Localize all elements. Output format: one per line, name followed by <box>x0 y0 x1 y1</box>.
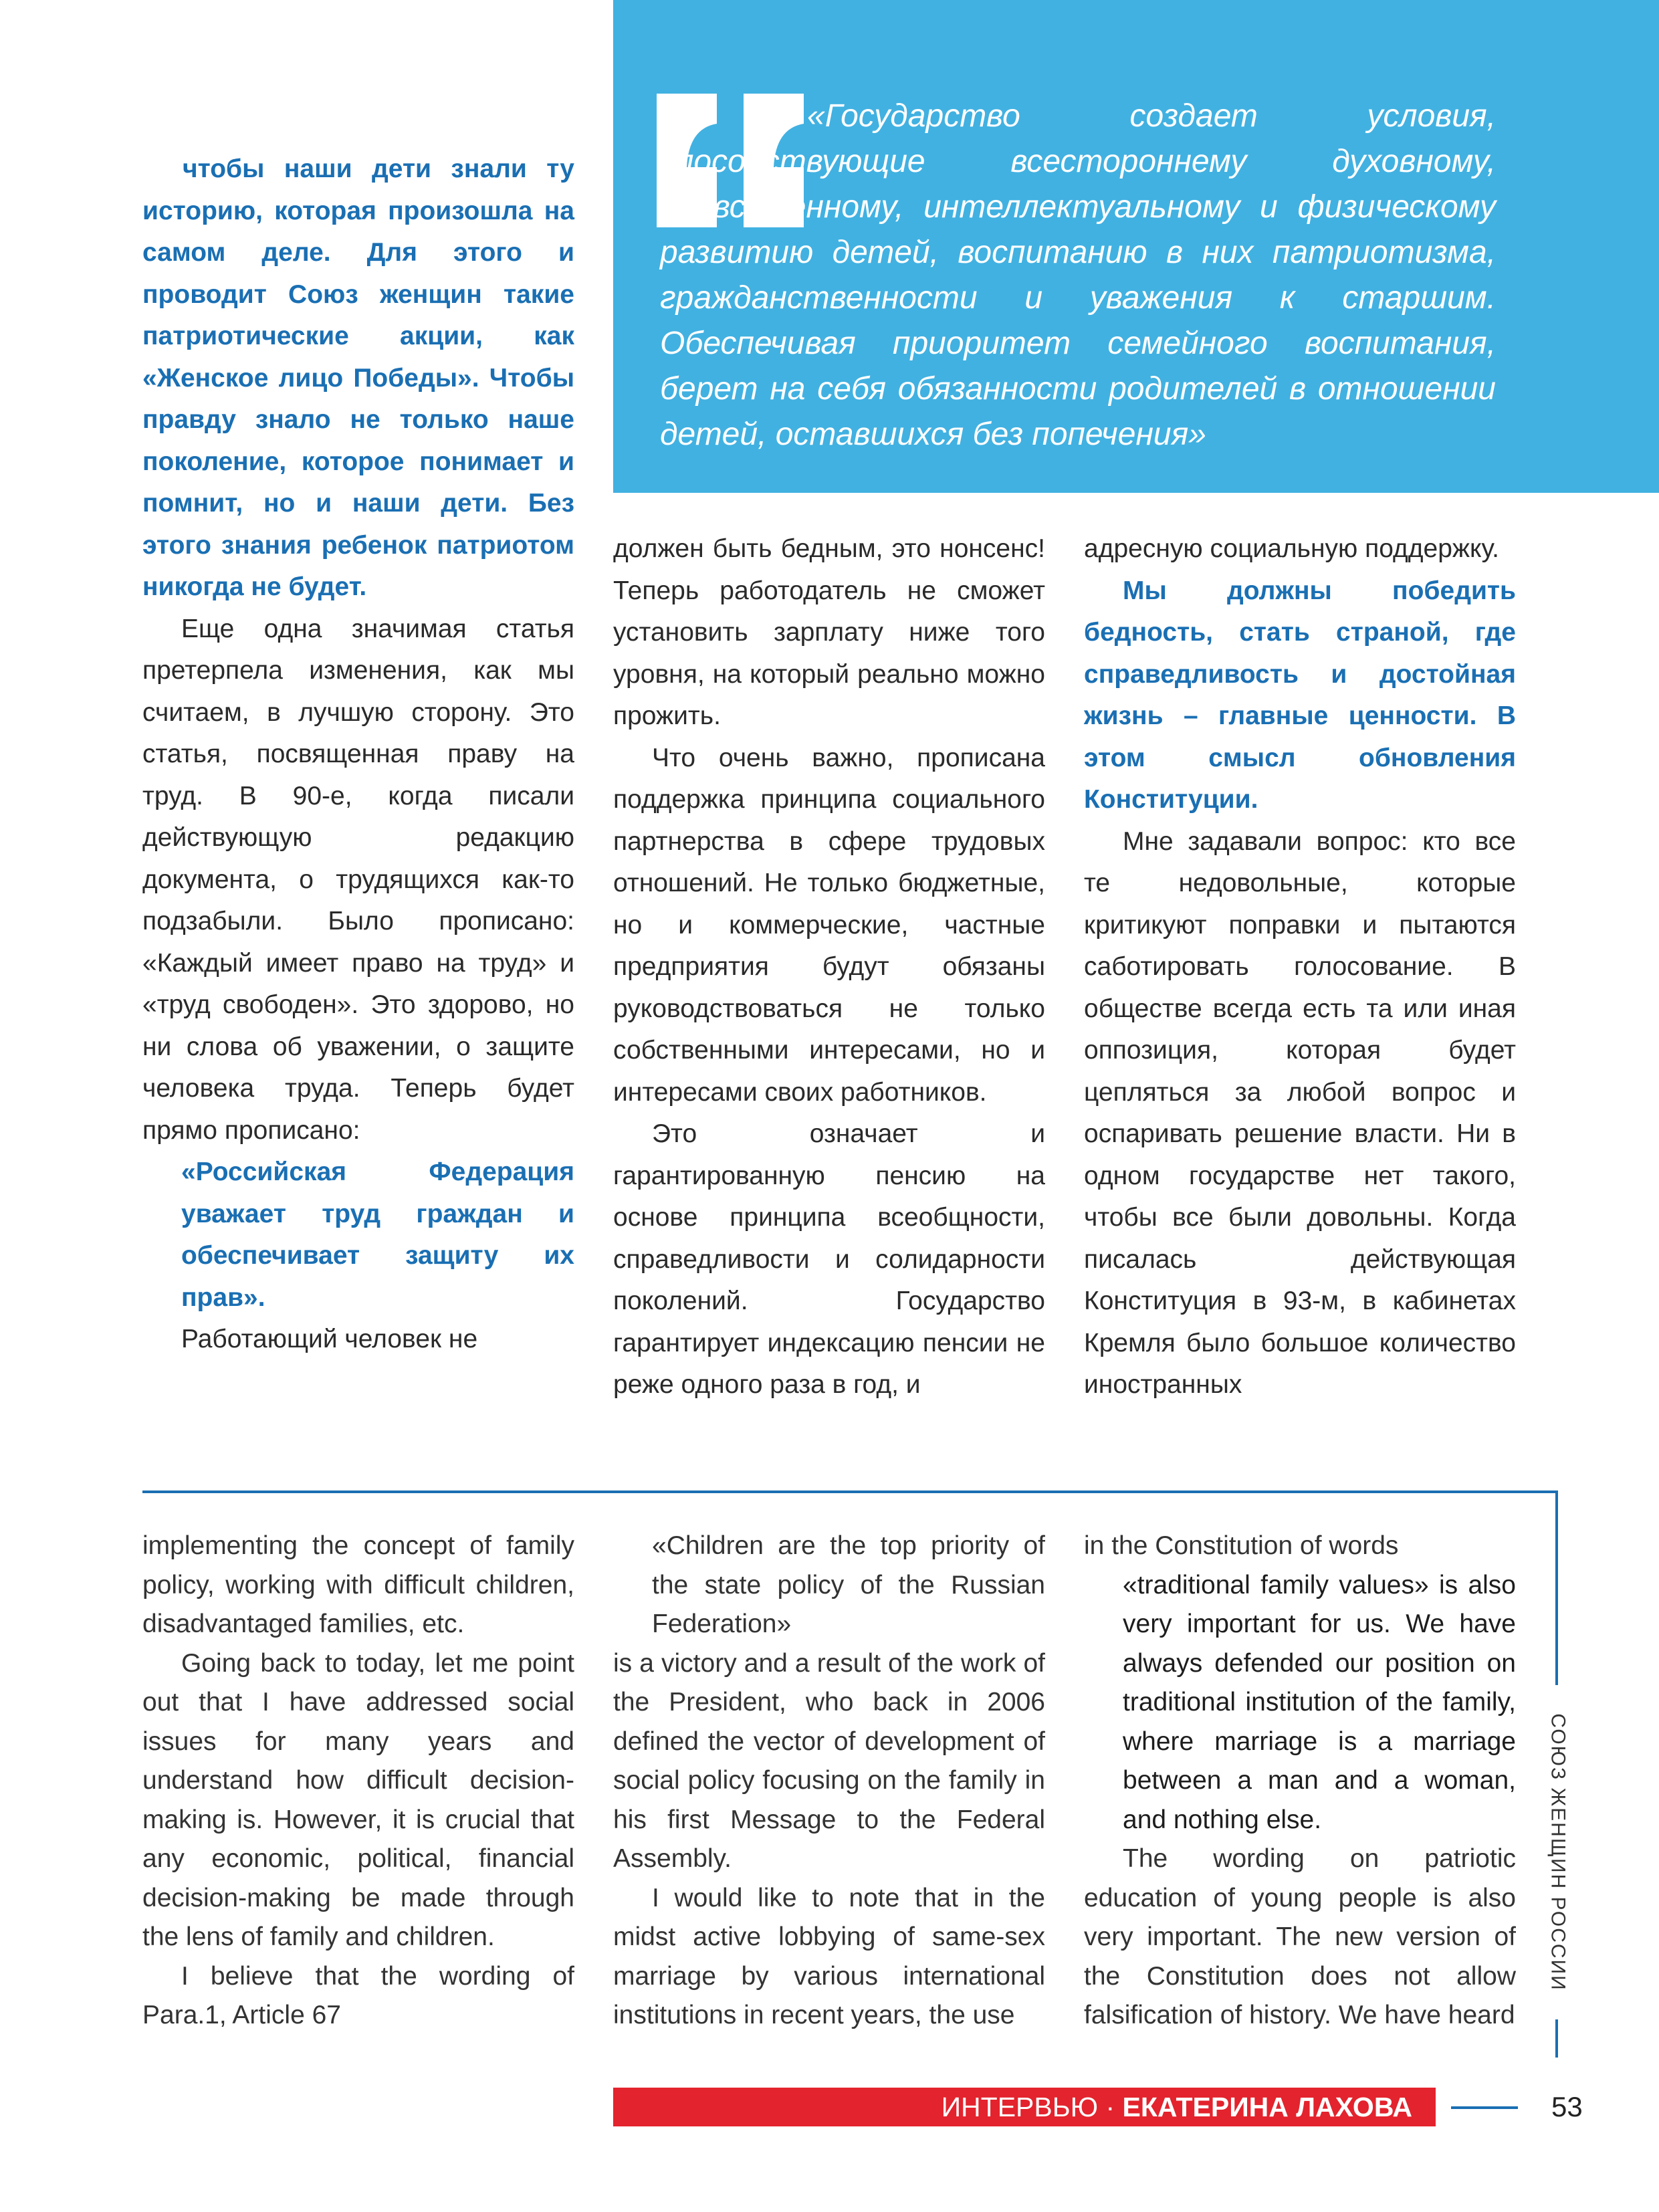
en-column-3 <box>1084 1527 1516 2035</box>
en-col1-paragraph: Going back to today, let me point out that I have addressed social issues for many years and understand how difficult decision-making is. However, it is crucial that any economic, political, financial decision-making be made through the lens of family and children. <box>142 1648 574 1951</box>
side-label-text: СОЮЗ ЖЕНЩИН РОССИИ <box>1547 1704 1569 2000</box>
ru-column-3 <box>1084 528 1516 1406</box>
footer-accent-line <box>1451 2106 1518 2109</box>
en-column-1 <box>142 1527 574 2035</box>
page-number: 53 <box>1551 2091 1583 2122</box>
pull-quote-box <box>613 0 1659 493</box>
ru-column-2 <box>613 528 1045 1406</box>
ru-col2-paragraph: должен быть бедным, это нонсенс! Теперь работодатель не сможет установить зарплату ниже того уровня, на который реально можно прожить. <box>613 534 1045 730</box>
magazine-side-label <box>1521 1685 1595 2019</box>
ru-col2-paragraph: Это означает и гарантированную пенсию на основе принципа всеобщности, справедливости и солидарности поколений. Государство гарантирует индексацию пенсии не реже одного раза в год, и <box>613 1119 1045 1399</box>
en-col2-paragraph: I would like to note that in the midst active lobbying of same-sex marriage by various international institutions in recent years, the use <box>613 1883 1045 2029</box>
en-col2-paragraph: is a victory and a result of the work of the President, who back in 2006 defined the vector of development of social policy focusing on the family in his first Message to the Federal Assembly. <box>613 1648 1045 1873</box>
footer-author-name: ЕКАТЕРИНА ЛАХОВА <box>1122 2092 1412 2122</box>
en-col3-paragraph: in the Constitution of words <box>1084 1531 1399 1560</box>
en-col2-quote: «Children are the top priority of the state policy of the Russian Federation» <box>652 1531 1045 1638</box>
ru-col2-paragraph: Что очень важно, прописана поддержка принципа социального партнерства в сфере трудовых отношений. Не только бюджетные, но и коммерческие, частные предприятия будут обязаны руководствоваться не только собственными интересами, но и интересами своих работников. <box>613 743 1045 1107</box>
ru-col1-paragraph-end: Работающий человек не <box>181 1325 478 1353</box>
ru-col3-paragraph: адресную социальную поддержку. <box>1084 534 1499 563</box>
footer-section-bar <box>613 2088 1436 2126</box>
ru-col1-constitution-quote: «Российская Федерация уважает труд граждан и обеспечивает защиту их прав». <box>181 1157 574 1312</box>
footer-section: ИНТЕРВЬЮ · <box>941 2092 1123 2122</box>
en-col1-paragraph: I believe that the wording of Para.1, Article 67 <box>142 1961 574 2029</box>
en-column-2 <box>613 1527 1045 2035</box>
en-col3-paragraph: The wording on patriotic education of young people is also very important. The new version of the Constitution does not allow falsification of history. We have heard <box>1084 1844 1516 2029</box>
ru-col1-paragraph: Еще одна значимая статья претерпела изменения, как мы считаем, в лучшую сторону. Это статья, посвященная праву на труд. В 90-е, когда писали действующую редакцию документа, о трудящихся как-то подзабыли. Было прописано: «Каждый имеет право на труд» и «труд свободен». Это здорово, но ни слова об уважении, о защите человека труда. Теперь будет прямо прописано: <box>142 614 574 1145</box>
ru-col3-paragraph: Мне задавали вопрос: кто все те недовольные, которые критикуют поправки и пытаются саботировать голосование. В обществе всегда есть та или иная оппозиция, которая будет цепляться за любой вопрос и оспаривать решение власти. Ни в одном государстве нет такого, чтобы все были довольны. Когда писалась действующая Конституция в 93-м, в кабинетах Кремля было большое количество иностранных <box>1084 826 1516 1399</box>
ru-col3-highlight: Мы должны победить бедность, стать страной, где справедливость и достойная жизнь – главные ценности. В этом смысл обновления Конституции. <box>1084 576 1516 814</box>
pull-quote-text: «Государство создает условия, способствующие всестороннему духовному, нравственному, интеллектуальному и физическому развитию детей, воспитанию в них патриотизма, гражданственности и уважения к старшим. Обеспечивая приоритет семейного воспитания, берет на себя обязанности родителей в отношении детей, оставшихся без попечения» <box>660 98 1496 452</box>
ru-column-1 <box>142 148 574 1361</box>
section-divider-horizontal <box>142 1490 1557 1493</box>
en-col1-paragraph: implementing the concept of family policy, working with difficult children, disadvantaged families, etc. <box>142 1531 574 1638</box>
en-col3-quote: «traditional family values» is also very important for us. We have always defended our position on traditional institution of the family, where marriage is a marriage between a man and a woman, and nothing else. <box>1123 1570 1516 1834</box>
ru-col1-highlight: чтобы наши дети знали ту историю, которая произошла на самом деле. Для этого и проводит Союз женщин такие патриотические акции, как «Женское лицо Победы». Чтобы правду знало не только наше поколение, которое понимает и помнит, но и наши дети. Без этого знания ребенок патриотом никогда не будет. <box>142 154 574 601</box>
